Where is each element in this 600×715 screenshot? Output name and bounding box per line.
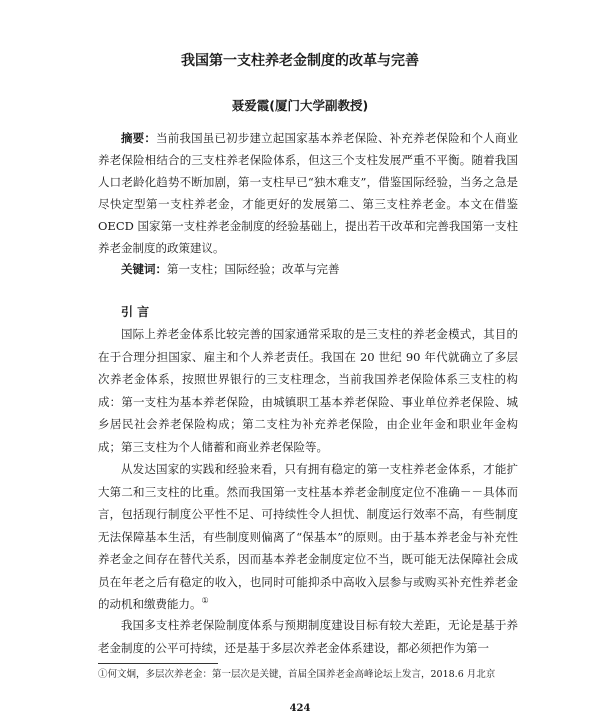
section-heading: 引 言 xyxy=(121,305,150,319)
author-line: 聂爱霞(厦门大学副教授) xyxy=(231,98,369,113)
footnote-divider xyxy=(98,663,218,664)
abstract-label: 摘要： xyxy=(121,131,157,145)
keywords xyxy=(121,261,340,277)
abstract xyxy=(98,127,518,259)
body-paragraph xyxy=(98,458,518,616)
body-paragraph: 国际上养老金体系比较完善的国家通常采取的是三支柱的养老金模式，其目的在于合理分担国家、雇主和个人养老责任。我国在 20 世纪 90 年代就确立了多层次养老金体系，按照世界银行的三支柱理念，当前我国养老保险体系三支柱的构成：第一支柱为基本养老保险，由城镇职工基本养老保险、事业单位养老保险、城乡居民社会养老保险构成；第二支柱为补充养老保险，由企业年金和职业年金构成；第三支柱为个人储蓄和商业养老保险等。 xyxy=(98,327,518,454)
paragraph-text: 从发达国家的实践和经验来看，只有拥有稳定的第一支柱养老金体系，才能扩大第二和三支柱的比重。然而我国第一支柱基本养老金制度定位不准确－－具体而言，包括现行制度公平性不足、可持续性令人担忧、制度运行效率不高，有些制度无法保障基本生活，有些制度则偏离了“保基本”的原则。由于基本养老金与补充性养老金之间存在替代关系，因而基本养老金制度定位不当，既可能无法保障社会成员在年老之后有稳定的收入，也同时可能抑杀中高收入层参与或购买补充性养老金的动机和缴费能力。 xyxy=(98,462,518,611)
footnote: ①何文炯，多层次养老金：第一层次是关键，首届全国养老金高峰论坛上发言，2018.6 月北京 xyxy=(98,669,496,680)
keywords-text: 第一支柱；国际经验；改革与完善 xyxy=(167,262,340,276)
footnote-reference: ① xyxy=(201,596,209,606)
page-number: 424 xyxy=(289,703,311,714)
paper-title: 我国第一支柱养老金制度的改革与完善 xyxy=(181,53,419,69)
keywords-label: 关键词： xyxy=(121,262,167,276)
body-paragraph: 我国多支柱养老保险制度体系与预期制度建设目标有较大差距，无论是基于养老金制度的公平可持续，还是基于多层次养老金体系建设，都必须把作为第一 xyxy=(98,618,518,655)
abstract-text: 当前我国虽已初步建立起国家基本养老保险、补充养老保险和个人商业养老保险相结合的三支柱养老保险体系，但这三个支柱发展严重不平衡。随着我国人口老龄化趋势不断加剧，第一支柱早已“独木难支”，借鉴国际经验，当务之急是尽快定型第一支柱养老金，才能更好的发展第二、第三支柱养老金。本文在借鉴 OECD 国家第一支柱养老金制度的经验基础上，提出若干改革和完善我国第一支柱养老金制度的政策建议。 xyxy=(98,131,518,255)
